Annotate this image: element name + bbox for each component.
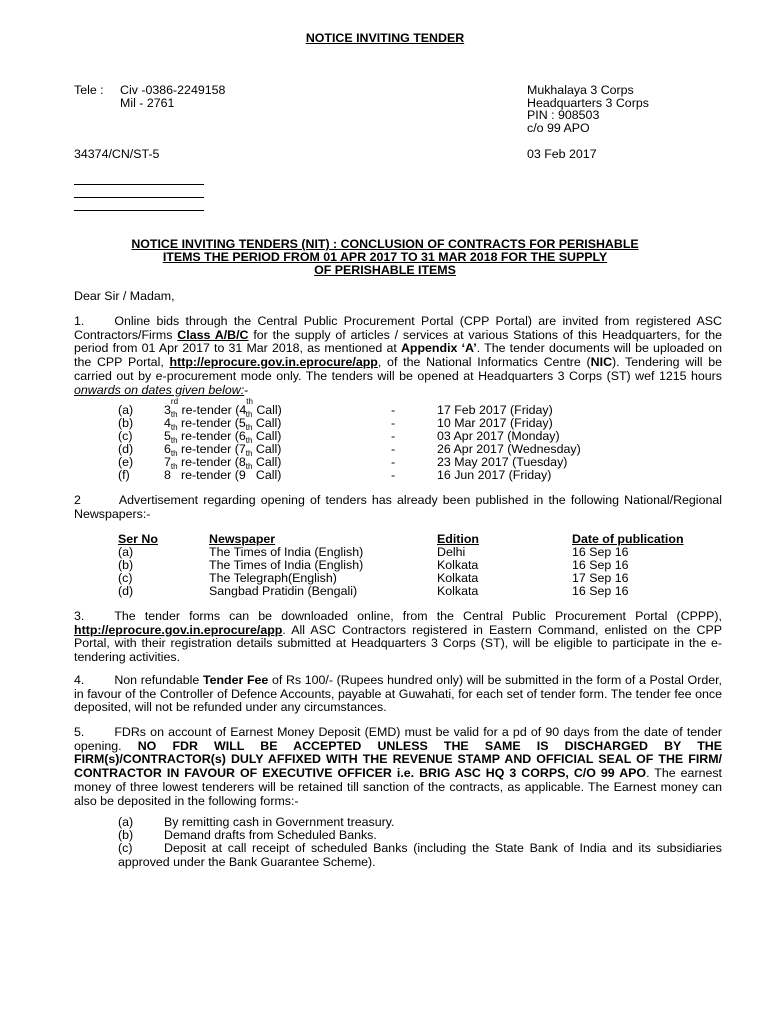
emd-text: By remitting cash in Government treasury. bbox=[164, 815, 395, 829]
blank-line bbox=[74, 197, 204, 198]
retender-label: 4th re-tender (5th Call) bbox=[164, 410, 282, 430]
appendix-ref: Appendix ‘A’ bbox=[400, 341, 477, 356]
table-cell: 17 Sep 16 bbox=[572, 571, 629, 585]
retender-date: 26 Apr 2017 (Wednesday) bbox=[437, 442, 581, 456]
retender-date: 23 May 2017 (Tuesday) bbox=[437, 455, 568, 469]
retender-date: 10 Mar 2017 (Friday) bbox=[437, 416, 553, 430]
subject-line-3: OF PERISHABLE ITEMS bbox=[314, 263, 456, 277]
table-cell: (a) bbox=[118, 545, 134, 559]
retender-date: 16 Jun 2017 (Friday) bbox=[437, 468, 552, 482]
table-cell: The Telegraph(English) bbox=[209, 571, 337, 585]
table-cell: The Times of India (English) bbox=[209, 558, 364, 572]
retender-ser: (f) bbox=[118, 468, 130, 482]
retender-ser: (d) bbox=[118, 442, 134, 456]
table-cell: 16 Sep 16 bbox=[572, 558, 629, 572]
table-header: Edition bbox=[437, 532, 479, 546]
retender-label: 3rd re-tender (4th Call) bbox=[164, 397, 282, 417]
retender-date: 03 Apr 2017 (Monday) bbox=[437, 429, 560, 443]
table-cell: Kolkata bbox=[437, 558, 479, 572]
retender-label: 8th re-tender (9th Call) bbox=[164, 462, 282, 482]
blank-line bbox=[74, 184, 204, 185]
paragraph-3: 3. The tender forms can be downloaded online, from the Central Public Procurement Portal (CPPP), http://eprocure.gov.in.eprocure/app. All ASC Contractors registered in Eastern Command, enlisted on the CPP Portal, with their registration details submitted at Headquarters 3 Corps (ST), will be eligible to participate in the e-tendering activities. bbox=[74, 609, 722, 665]
retender-dash: - bbox=[391, 403, 396, 417]
retender-label: 5th re-tender (6th Call) bbox=[164, 423, 282, 443]
table-cell: (c) bbox=[118, 571, 133, 585]
subject-line-2: ITEMS THE PERIOD FROM 01 APR 2017 TO 31 MAR 2018 FOR THE SUPPLY bbox=[162, 250, 608, 264]
address-line-1: Mukhalaya 3 Corps bbox=[527, 83, 634, 97]
table-header: Ser No bbox=[118, 532, 158, 546]
fdr-warning: NO FDR WILL BE ACCEPTED UNLESS THE SAME IS DISCHARGED BY THE FIRM(s)/CONTRACTOR(s) DULY AFFIXED WITH THE REVENUE STAMP AND OFFICIAL SEAL OF THE FIRM/ CONTRACTOR IN FAVOUR OF EXECUTIVE OFFICER i.e. BRIG ASC HQ 3 CORPS, C/O 99 APO bbox=[74, 738, 722, 781]
emd-text: Demand drafts from Scheduled Banks. bbox=[164, 828, 377, 842]
document-title: NOTICE INVITING TENDER bbox=[305, 31, 465, 45]
address-line-3: PIN : 908503 bbox=[527, 108, 600, 122]
retender-ser: (c) bbox=[118, 429, 133, 443]
table-header: Date of publication bbox=[572, 532, 684, 546]
table-cell: Sangbad Pratidin (Bengali) bbox=[209, 584, 358, 598]
emd-item: (c) Deposit at call receipt of scheduled Banks (including the State Bank of India and its subsidiaries approved under the Bank Guarantee Scheme). bbox=[118, 841, 722, 869]
dates-note: onwards on dates given below: bbox=[74, 382, 245, 397]
retender-dash: - bbox=[391, 455, 396, 469]
table-cell: (d) bbox=[118, 584, 134, 598]
reference-number: 34374/CN/ST-5 bbox=[74, 147, 160, 161]
retender-label: 6th re-tender (7th Call) bbox=[164, 436, 282, 456]
table-header: Newspaper bbox=[209, 532, 276, 546]
nic-abbr: NIC bbox=[590, 355, 613, 370]
tele-label: Tele : bbox=[74, 83, 104, 97]
paragraph-5: 5. FDRs on account of Earnest Money Deposit (EMD) must be valid for a pd of 90 days from the date of tender opening. NO FDR WILL BE ACCEPTED UNLESS THE SAME IS DISCHARGED BY THE FIRM(s)/CONTRACTOR(s) DULY AFFIXED WITH THE REVENUE STAMP AND OFFICIAL SEAL OF THE FIRM/ CONTRACTOR IN FAVOUR OF EXECUTIVE OFFICER i.e. BRIG ASC HQ 3 CORPS, C/O 99 APO. The earnest money of three lowest tenderers will be retained till sanction of the contracts, as applicable. The Earnest money can also be deposited in the following forms:- bbox=[74, 725, 722, 808]
table-cell: Kolkata bbox=[437, 584, 479, 598]
table-cell: (b) bbox=[118, 558, 134, 572]
salutation: Dear Sir / Madam, bbox=[74, 289, 175, 303]
retender-ser: (a) bbox=[118, 403, 134, 417]
table-cell: 16 Sep 16 bbox=[572, 545, 629, 559]
class-abc: Class A/B/C bbox=[177, 327, 249, 342]
table-cell: Kolkata bbox=[437, 571, 479, 585]
retender-dash: - bbox=[391, 442, 396, 456]
para-number: 1. bbox=[74, 314, 85, 328]
retender-dash: - bbox=[391, 429, 396, 443]
document-date: 03 Feb 2017 bbox=[527, 147, 597, 161]
table-cell: Delhi bbox=[437, 545, 466, 559]
address-line-2: Headquarters 3 Corps bbox=[527, 96, 649, 110]
blank-line bbox=[74, 210, 204, 211]
retender-dash: - bbox=[391, 468, 396, 482]
paragraph-2: 2 Advertisement regarding opening of tenders has already been published in the following National/Regional Newspapers:- bbox=[74, 493, 722, 521]
paragraph-1: 1. Online bids through the Central Public Procurement Portal (CPP Portal) are invited from registered ASC Contractors/Firms Class A/B/C for the supply of articles / services at various Stations of this Headquarters, for the period from 01 Apr 2017 to 31 Mar 2018, as mentioned at Appendix ‘A’. The tender documents will be uploaded on the CPP Portal, http://eprocure.gov.in.eprocure/app, of the National Informatics Centre (NIC). Tendering will be carried out by e-procurement mode only. The tenders will be opened at Headquarters 3 Corps (ST) wef 1215 hours onwards on dates given below:- bbox=[74, 314, 722, 397]
table-cell: 16 Sep 16 bbox=[572, 584, 629, 598]
retender-ser: (b) bbox=[118, 416, 134, 430]
civ-phone: Civ -0386-2249158 bbox=[120, 83, 226, 97]
paragraph-4: 4. Non refundable Tender Fee of Rs 100/- (Rupees hundred only) will be submitted in the form of a Postal Order, in favour of the Controller of Defence Accounts, payable at Guwahati, for each set of tender form. The tender fee once deposited, will not be refunded under any circumstances. bbox=[74, 673, 722, 715]
cpp-portal-link[interactable]: http://eprocure.gov.in.eprocure/app bbox=[169, 355, 378, 370]
address-line-4: c/o 99 APO bbox=[527, 121, 590, 135]
cppp-link[interactable]: http://eprocure.gov.in.eprocure/app bbox=[74, 622, 283, 637]
retender-date: 17 Feb 2017 (Friday) bbox=[437, 403, 553, 417]
retender-dash: - bbox=[391, 416, 396, 430]
retender-label: 7th re-tender (8th Call) bbox=[164, 449, 282, 469]
emd-ser: (a) bbox=[118, 815, 134, 829]
emd-ser: (b) bbox=[118, 828, 134, 842]
tender-fee: Tender Fee bbox=[202, 673, 269, 687]
subject-line-1: NOTICE INVITING TENDERS (NIT) : CONCLUSION OF CONTRACTS FOR PERISHABLE bbox=[131, 237, 639, 251]
retender-ser: (e) bbox=[118, 455, 134, 469]
mil-phone: Mil - 2761 bbox=[120, 96, 175, 110]
table-cell: The Times of India (English) bbox=[209, 545, 364, 559]
